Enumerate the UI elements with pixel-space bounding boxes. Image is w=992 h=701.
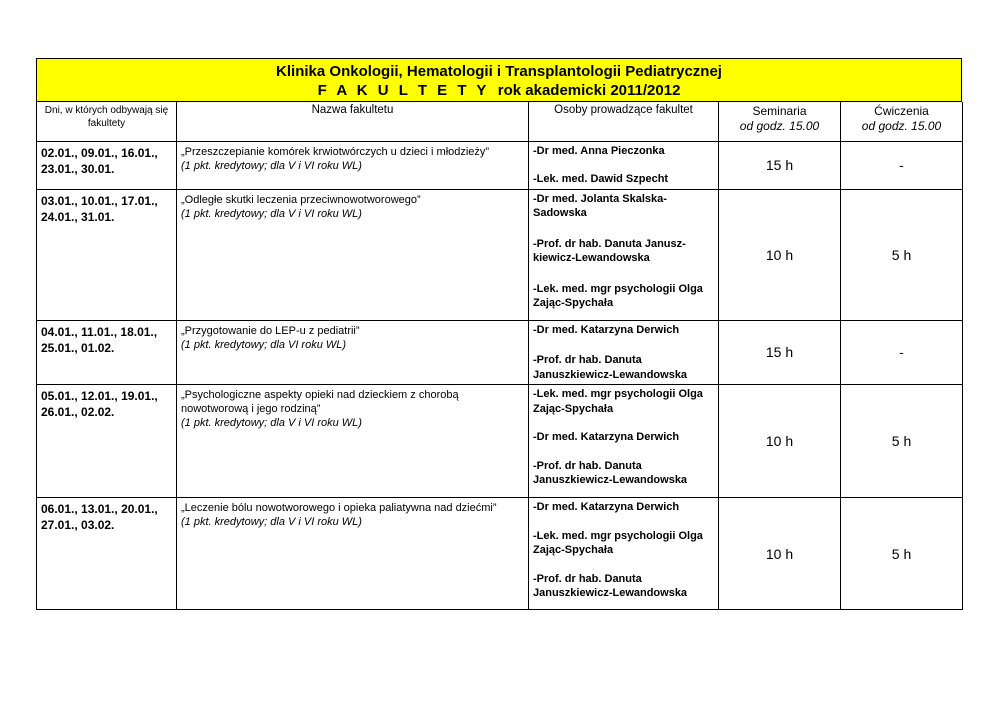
clinic-title: Klinika Onkologii, Hematologii i Transplantologii Pediatrycznej: [276, 63, 722, 80]
row-days: 02.01., 09.01., 16.01., 23.01., 30.01.: [37, 141, 177, 189]
title-bar: [36, 58, 962, 102]
course-title: „Odległe skutki leczenia przeciwnowotworowego”: [181, 193, 421, 206]
header-persons: Osoby prowadzące fakultet: [529, 102, 719, 141]
person: -Prof. dr hab. Danuta Januszkiewicz-Lewandowska: [533, 572, 688, 599]
exercises-time: od godz. 15.00: [861, 119, 942, 133]
row-exercises: -: [841, 320, 963, 385]
row-persons: [529, 320, 719, 385]
course-credits: (1 pkt. kredytowy; dla V i VI roku WL): [181, 207, 362, 220]
table-row: [37, 189, 963, 320]
person: -Lek. med. mgr psychologii Olga Zając-Spychała: [533, 529, 703, 556]
header-exercises: [841, 102, 963, 141]
academic-year: rok akademicki 2011/2012: [497, 82, 681, 99]
table-row: [37, 141, 963, 189]
row-exercises: -: [841, 141, 963, 189]
row-persons: [529, 189, 719, 320]
row-seminars: 10 h: [719, 385, 841, 498]
row-days: 06.01., 13.01., 20.01., 27.01., 03.02.: [37, 498, 177, 610]
person: -Prof. dr hab. Danuta Januszkiewicz-Lewandowska: [533, 354, 688, 381]
header-seminars: [719, 102, 841, 141]
course-credits: (1 pkt. kredytowy; dla V i VI roku WL): [181, 417, 362, 429]
header-course-name: Nazwa fakultetu: [177, 102, 529, 141]
person: -Dr med. Katarzyna Derwich: [533, 323, 680, 336]
person: -Dr med. Katarzyna Derwich: [533, 501, 680, 513]
course-title: „Przeszczepianie komórek krwiotwórczych u dzieci i młodzieży”: [181, 145, 490, 158]
person: -Lek. med. Dawid Szpecht: [533, 173, 669, 185]
row-course: [177, 385, 529, 498]
table-row: [37, 320, 963, 385]
row-seminars: 15 h: [719, 320, 841, 385]
row-seminars: 15 h: [719, 141, 841, 189]
person: -Lek. med. mgr psychologii Olga Zając-Spychała: [533, 388, 703, 415]
course-title: „Psychologiczne aspekty opieki nad dzieckiem z chorobą nowotworową i jego rodziną”: [181, 389, 459, 415]
row-persons: [529, 498, 719, 610]
row-course: [177, 141, 529, 189]
faculty-table: [36, 102, 963, 610]
exercises-label: Ćwiczenia: [874, 104, 929, 118]
course-credits: (1 pkt. kredytowy; dla V i VI roku WL): [181, 516, 362, 528]
person: -Prof. dr hab. Danuta Januszkiewicz-Lewandowska: [533, 459, 688, 486]
seminars-time: od godz. 15.00: [739, 119, 820, 133]
seminars-label: Seminaria: [752, 104, 807, 118]
row-course: [177, 320, 529, 385]
row-days: 04.01., 11.01., 18.01., 25.01., 01.02.: [37, 320, 177, 385]
row-exercises: 5 h: [841, 189, 963, 320]
row-days: 05.01., 12.01., 19.01., 26.01., 02.02.: [37, 385, 177, 498]
course-title: „Leczenie bólu nowotworowego i opieka paliatywna nad dziećmi”: [181, 502, 497, 514]
table-row: [37, 385, 963, 498]
course-title: „Przygotowanie do LEP-u z pediatrii”: [181, 324, 360, 337]
course-credits: (1 pkt. kredytowy; dla VI roku WL): [181, 338, 347, 351]
row-seminars: 10 h: [719, 498, 841, 610]
header-days: Dni, w których odbywają się fakultety: [37, 102, 177, 141]
row-days: 03.01., 10.01., 17.01., 24.01., 31.01.: [37, 189, 177, 320]
row-persons: [529, 385, 719, 498]
person: -Dr med. Katarzyna Derwich: [533, 431, 680, 443]
table-row: [37, 498, 963, 610]
row-course: [177, 498, 529, 610]
row-exercises: 5 h: [841, 498, 963, 610]
person: -Dr med. Anna Pieczonka: [533, 144, 665, 157]
person: -Prof. dr hab. Danuta Janusz-kiewicz-Lewandowska: [533, 237, 686, 264]
row-exercises: 5 h: [841, 385, 963, 498]
row-course: [177, 189, 529, 320]
person: -Lek. med. mgr psychologii Olga Zając-Spychała: [533, 282, 703, 309]
table-header-row: [37, 102, 963, 141]
faculty-sheet: [36, 58, 962, 610]
course-credits: (1 pkt. kredytowy; dla V i VI roku WL): [181, 159, 362, 172]
faculties-label: F A K U L T E T Y: [317, 82, 490, 99]
person: -Dr med. Jolanta Skalska-Sadowska: [533, 192, 667, 219]
faculty-year-title: [37, 81, 961, 100]
row-seminars: 10 h: [719, 189, 841, 320]
row-persons: [529, 141, 719, 189]
